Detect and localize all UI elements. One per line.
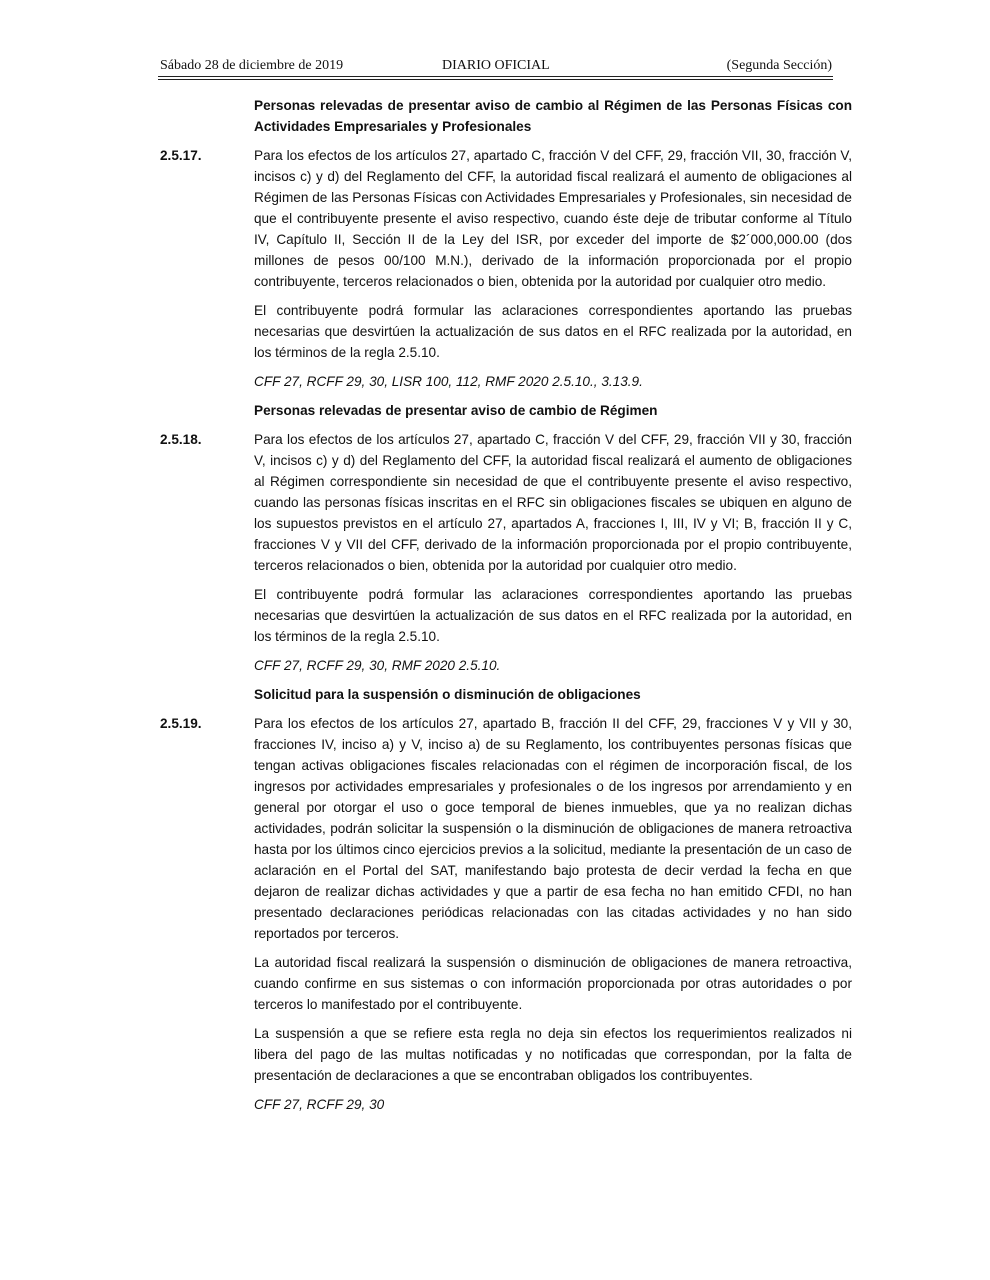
rule-heading: Personas relevadas de presentar aviso de cambio al Régimen de las Personas Físicas con Actividades Empresariales y Profesionales [254, 98, 852, 134]
rule-reference: CFF 27, RCFF 29, 30, LISR 100, 112, RMF 2020 2.5.10., 3.13.9. [254, 374, 643, 389]
rule-reference: CFF 27, RCFF 29, 30 [254, 1097, 385, 1112]
rule-body [254, 429, 852, 655]
rule-paragraph: El contribuyente podrá formular las aclaraciones correspondientes aportando las pruebas necesarias que desvirtúen la actualización de sus datos en el RFC realizada por la autoridad, en los términos de la regla 2.5.10. [254, 587, 852, 644]
rule-paragraph: Para los efectos de los artículos 27, apartado C, fracción V del CFF, 29, fracción VII, 30, fracción V, incisos c) y d) del Reglamento del CFF, la autoridad fiscal realizará el aumento de obligaciones al Régimen de las Personas Físicas con Actividades Empresariales y Profesionales, sin necesidad de que el contribuyente presente el aviso respectivo, cuando éste deje de tributar conforme al Título IV, Capítulo II, Sección II de la Ley del ISR, por exceder del importe de $2´000,000.00 (dos millones de pesos 00/100 M.N.), derivado de la información proporcionada por el propio contribuyente, terceros relacionados o bien, obtenida por la autoridad por cualquier otro medio. [254, 148, 852, 289]
rule-paragraph: La autoridad fiscal realizará la suspensión o disminución de obligaciones de manera retroactiva, cuando confirme en sus sistemas o con información proporcionada por otras autoridades o por terceros lo manifestado por el contribuyente. [254, 955, 852, 1012]
rule-number: 2.5.18. [160, 432, 202, 447]
rule-body [254, 713, 852, 1094]
rule-paragraph: El contribuyente podrá formular las aclaraciones correspondientes aportando las pruebas necesarias que desvirtúen la actualización de sus datos en el RFC realizada por la autoridad, en los términos de la regla 2.5.10. [254, 303, 852, 360]
page-header [160, 58, 832, 76]
document-body [160, 95, 852, 1123]
header-rule-bottom [158, 79, 833, 80]
header-publication: DIARIO OFICIAL [442, 58, 550, 73]
header-rule-top [158, 76, 833, 77]
rule-heading: Personas relevadas de presentar aviso de cambio de Régimen [254, 403, 658, 418]
rule-paragraph: Para los efectos de los artículos 27, apartado C, fracción V del CFF, 29, fracción VII y 30, fracción V, incisos c) y d) del Reglamento del CFF, la autoridad fiscal realizará el aumento de obligaciones al Régimen correspondiente sin necesidad de que el contribuyente presente el aviso respectivo, cuando las personas físicas inscritas en el RFC sin obligaciones fiscales se ubiquen en alguno de los supuestos previstos en el artículo 27, apartados A, fracciones I, III, IV y VI; B, fracción II y C, fracciones V y VII del CFF, derivado de la información proporcionada por el propio contribuyente, terceros relacionados o bien, obtenida por la autoridad por cualquier otro medio. [254, 432, 852, 573]
rule-block [160, 145, 852, 371]
rule-heading: Solicitud para la suspensión o disminución de obligaciones [254, 687, 641, 702]
rule-block [160, 713, 852, 1094]
rule-number: 2.5.19. [160, 716, 202, 731]
rule-body [254, 145, 852, 371]
rule-number: 2.5.17. [160, 148, 202, 163]
header-date: Sábado 28 de diciembre de 2019 [160, 58, 344, 73]
rule-reference: CFF 27, RCFF 29, 30, RMF 2020 2.5.10. [254, 658, 501, 673]
header-section: (Segunda Sección) [726, 58, 832, 73]
rule-block [160, 429, 852, 655]
rule-paragraph: Para los efectos de los artículos 27, apartado B, fracción II del CFF, 29, fracciones V y VII y 30, fracciones IV, inciso a) y V, inciso a) de su Reglamento, los contribuyentes personas físicas que tengan activas obligaciones fiscales relacionadas con el régimen de incorporación fiscal, de los ingresos por actividades empresariales y profesionales o de los ingresos por arrendamiento y en general por otorgar el uso o goce temporal de bienes inmuebles, que ya no realizan dichas actividades, podrán solicitar la suspensión o la disminución de obligaciones de manera retroactiva hasta por los últimos cinco ejercicios previos a la solicitud, mediante la presentación de un caso de aclaración en el Portal del SAT, manifestando bajo protesta de decir verdad la fecha en que dejaron de realizar dichas actividades y que a partir de esa fecha no han emitido CFDI, no han presentado declaraciones periódicas relacionadas con las citadas actividades y no han sido reportados por terceros. [254, 716, 852, 941]
rule-paragraph: La suspensión a que se refiere esta regla no deja sin efectos los requerimientos realizados ni libera del pago de las multas notificadas y no notificadas que correspondan, por la falta de presentación de declaraciones a que se encontraban obligados los contribuyentes. [254, 1026, 852, 1083]
